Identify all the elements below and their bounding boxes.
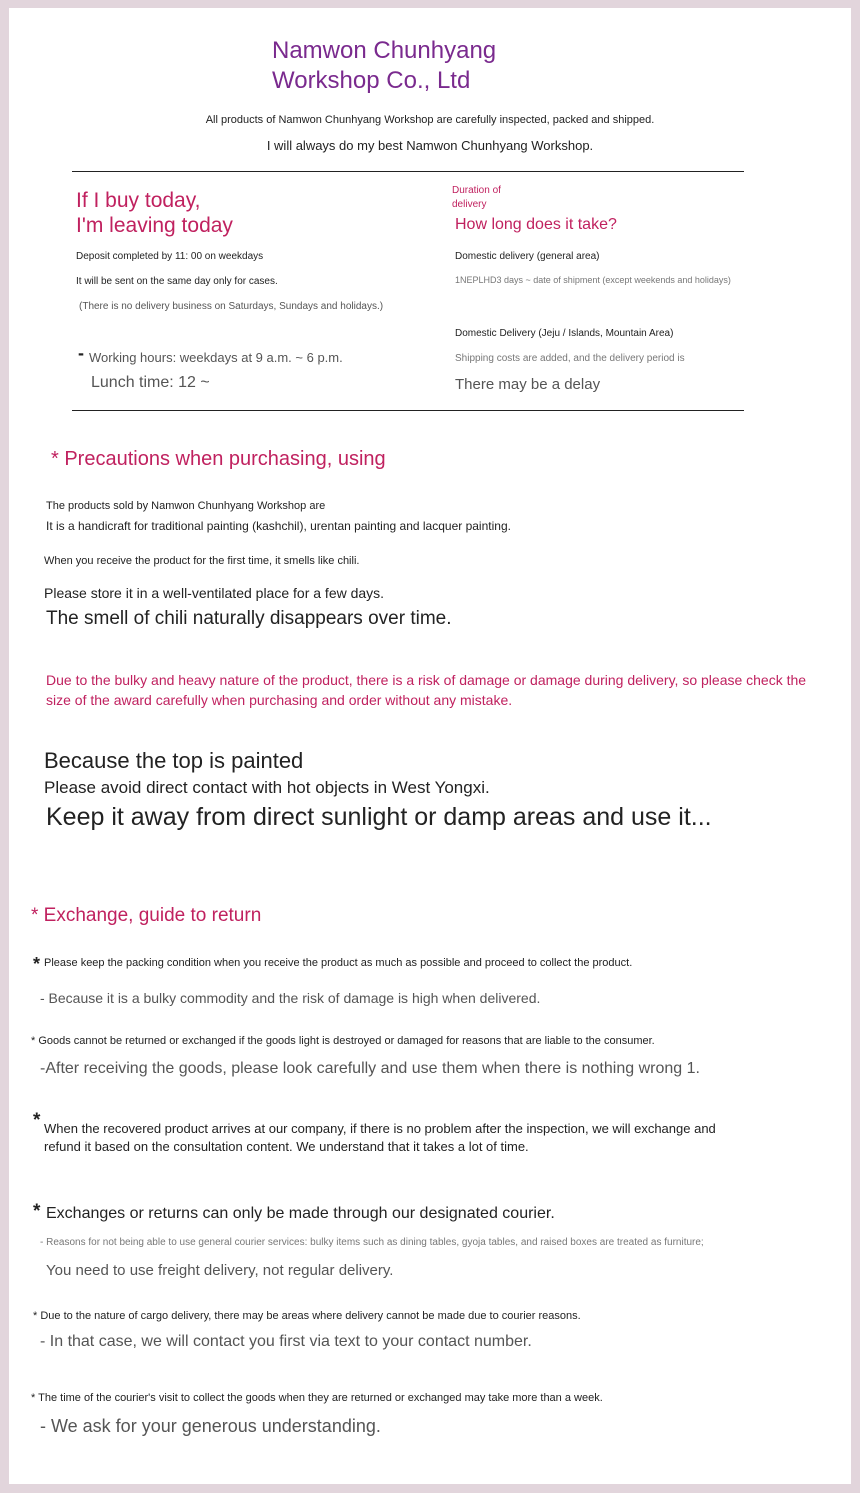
exchange-designated-courier: Exchanges or returns can only be made through our designated courier. [46, 1205, 555, 1222]
precaution-disappears: The smell of chili naturally disappears over time. [46, 608, 452, 629]
tagline-inspected: All products of Namwon Chunhyang Workshop are carefully inspected, packed and shipped. [205, 114, 655, 126]
exchange-freight-delivery: You need to use freight delivery, not regular delivery. [46, 1262, 394, 1279]
exchange-star-1: * [33, 954, 41, 974]
how-long-title: How long does it take? [455, 216, 617, 233]
company-name-line1: Namwon Chunhyang [272, 37, 497, 64]
divider-top [72, 171, 744, 172]
company-name-line2: Workshop Co., Ltd [272, 67, 471, 94]
divider-bottom [72, 410, 744, 411]
delay-note: There may be a delay [455, 376, 601, 393]
exchange-star-4: * [33, 1201, 41, 1222]
lunch-time: Lunch time: 12 ~ [91, 374, 210, 391]
precaution-painted: Because the top is painted [44, 748, 304, 773]
exchange-packing: Please keep the packing condition when you receive the product as much as possible and proceed to collect the product. [44, 957, 633, 969]
general-days: 1NEPLHD3 days ~ date of shipment (except weekends and holidays) [455, 275, 731, 285]
precautions-title: * Precautions when purchasing, using [51, 448, 386, 470]
domestic-jeju: Domestic Delivery (Jeju / Islands, Mountain Area) [455, 328, 674, 339]
duration-label-line2: delivery [452, 199, 487, 210]
precaution-products: The products sold by Namwon Chunhyang Workshop are [46, 500, 326, 512]
precaution-hot-objects: Please avoid direct contact with hot objects in West Yongxi. [44, 778, 490, 797]
exchange-consumer-fault: * Goods cannot be returned or exchanged if the goods light is destroyed or damaged for reasons that are liable to the consumer. [31, 1035, 655, 1047]
exchange-title: * Exchange, guide to return [31, 905, 262, 926]
exchange-cargo-areas: * Due to the nature of cargo delivery, there may be areas where delivery cannot be made due to courier reasons. [33, 1310, 581, 1322]
precaution-handicraft: It is a handicraft for traditional painting (kashchil), urentan painting and lacquer painting. [46, 519, 511, 533]
no-delivery-note: (There is no delivery business on Saturdays, Sundays and holidays.) [79, 301, 384, 312]
exchange-understanding: - We ask for your generous understanding. [40, 1416, 381, 1436]
domestic-general: Domestic delivery (general area) [455, 251, 600, 262]
duration-label [452, 184, 501, 212]
exchange-packing-reason: - Because it is a bulky commodity and the risk of damage is high when delivered. [40, 990, 541, 1006]
exchange-star-3: * [33, 1110, 41, 1131]
exchange-contact-text: - In that case, we will contact you first via text to your contact number. [40, 1333, 532, 1350]
document-page [9, 8, 851, 1484]
deposit-text: Deposit completed by 11: 00 on weekdays [76, 251, 264, 262]
shipping-costs-note: Shipping costs are added, and the delivery period is [455, 353, 685, 364]
company-name [272, 36, 496, 96]
exchange-check-goods: -After receiving the goods, please look carefully and use them when there is nothing wrong 1. [40, 1060, 700, 1077]
same-day-title [76, 188, 233, 238]
tagline-best: I will always do my best Namwon Chunhyang Workshop. [266, 138, 594, 153]
same-day-title-line1: If I buy today, [76, 189, 201, 212]
same-day-title-line2: I'm leaving today [76, 214, 233, 237]
exchange-courier-visit: * The time of the courier's visit to collect the goods when they are returned or exchanged may take more than a week. [31, 1392, 603, 1404]
exchange-furniture-reason: - Reasons for not being able to use general courier services: bulky items such as dining tables, gyoja tables, and raised boxes are treated as furniture; [40, 1237, 704, 1248]
working-hours: Working hours: weekdays at 9 a.m. ~ 6 p.m. [89, 350, 343, 365]
precaution-smell: When you receive the product for the first time, it smells like chili. [44, 555, 360, 567]
working-hours-dash: - [78, 343, 84, 363]
precaution-sunlight: Keep it away from direct sunlight or damp areas and use it... [46, 803, 712, 831]
precaution-bulky-warning: Due to the bulky and heavy nature of the product, there is a risk of damage or damage during delivery, so please check the size of the award carefully when purchasing and order without any mistake. [46, 672, 807, 708]
duration-label-line1: Duration of [452, 185, 501, 196]
exchange-inspection-refund: When the recovered product arrives at our company, if there is no problem after the inspection, we will exchange and refund it based on the consultation content. We understand that it takes a lot of time. [44, 1121, 716, 1154]
precaution-store: Please store it in a well-ventilated place for a few days. [44, 585, 385, 601]
same-day-text: It will be sent on the same day only for cases. [76, 276, 278, 287]
